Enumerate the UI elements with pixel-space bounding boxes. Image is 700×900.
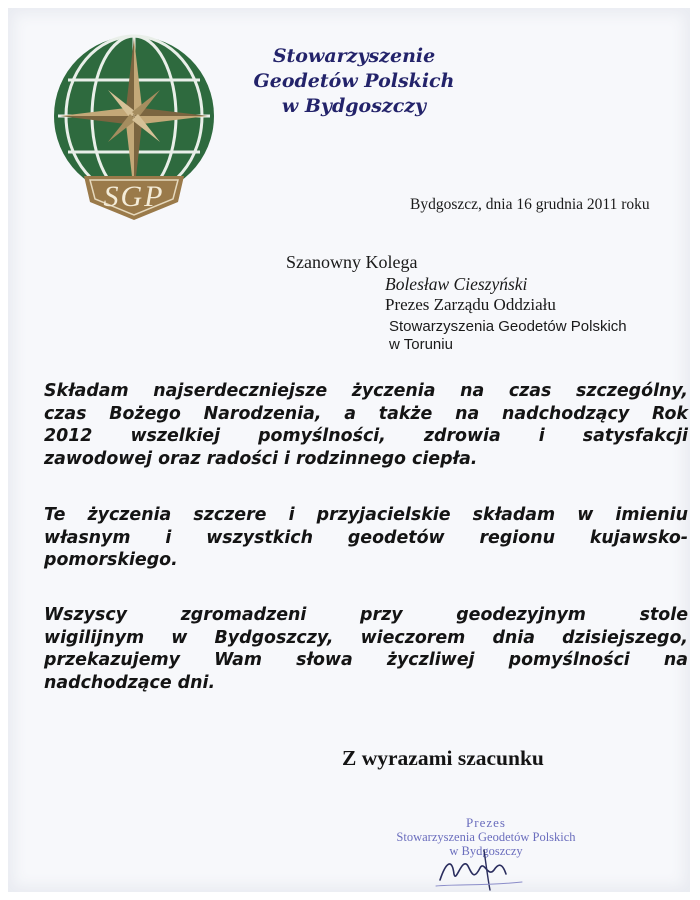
text-line: własnym i wszystkich geodetów regionu kujawsko- [44,527,688,548]
sgp-text: SGP [103,180,165,213]
org-line-3: w Bydgoszczy [281,95,427,117]
recipient-org-line-2: w Toruniu [389,336,453,353]
text-line: czas Bożego Narodzenia, a także na nadchodzący Rok [44,403,688,424]
text-line: przekazujemy Wam słowa życzliwej pomyślności na [44,650,688,670]
text-line: nadchodzące dni. [44,672,216,693]
text-line: pomorskiego. [44,550,178,570]
recipient-org-line-1: Stowarzyszenia Geodetów Polskich [389,318,627,335]
text-line: Wszyscy zgromadzeni przy geodezyjnym stole [44,605,688,625]
recipient-name: Bolesław Cieszyński [385,274,528,294]
org-line-2: Geodetów Polskich [253,70,455,92]
letter-page [8,8,690,892]
text-line: Składam najserdeczniejsze życzenia na czas szczególny, [44,381,688,401]
text-line: wigilijnym w Bydgoszczy, wieczorem dnia dzisiejszego, [44,627,688,648]
paragraph-on-behalf [44,504,688,572]
handwritten-signature [426,840,536,892]
org-line-1: Stowarzyszenie [272,45,436,67]
stamp-org-line-1: Stowarzyszenia Geodetów Polskich [396,830,576,844]
organization-name [230,44,478,119]
paragraph-gathering [44,604,688,694]
text-line: 2012 wszelkiej pomyślności, zdrowia i satysfakcji [44,426,688,446]
text-line: Te życzenia szczere i przyjacielskie składam w imieniu [44,505,688,525]
paragraph-wishes [44,380,688,470]
greeting: Szanowny Kolega [286,252,418,272]
stamp-title: Prezes [466,815,506,830]
date-line: Bydgoszcz, dnia 16 grudnia 2011 roku [410,196,650,213]
stamp-org-line-2: w Bydgoszczy [449,844,523,858]
text-line: zawodowej oraz radości i rodzinnego ciepła. [44,448,478,469]
closing-phrase: Z wyrazami szacunku [342,746,544,770]
recipient-position: Prezes Zarządu Oddziału [385,295,556,314]
sgp-logo [50,34,218,222]
